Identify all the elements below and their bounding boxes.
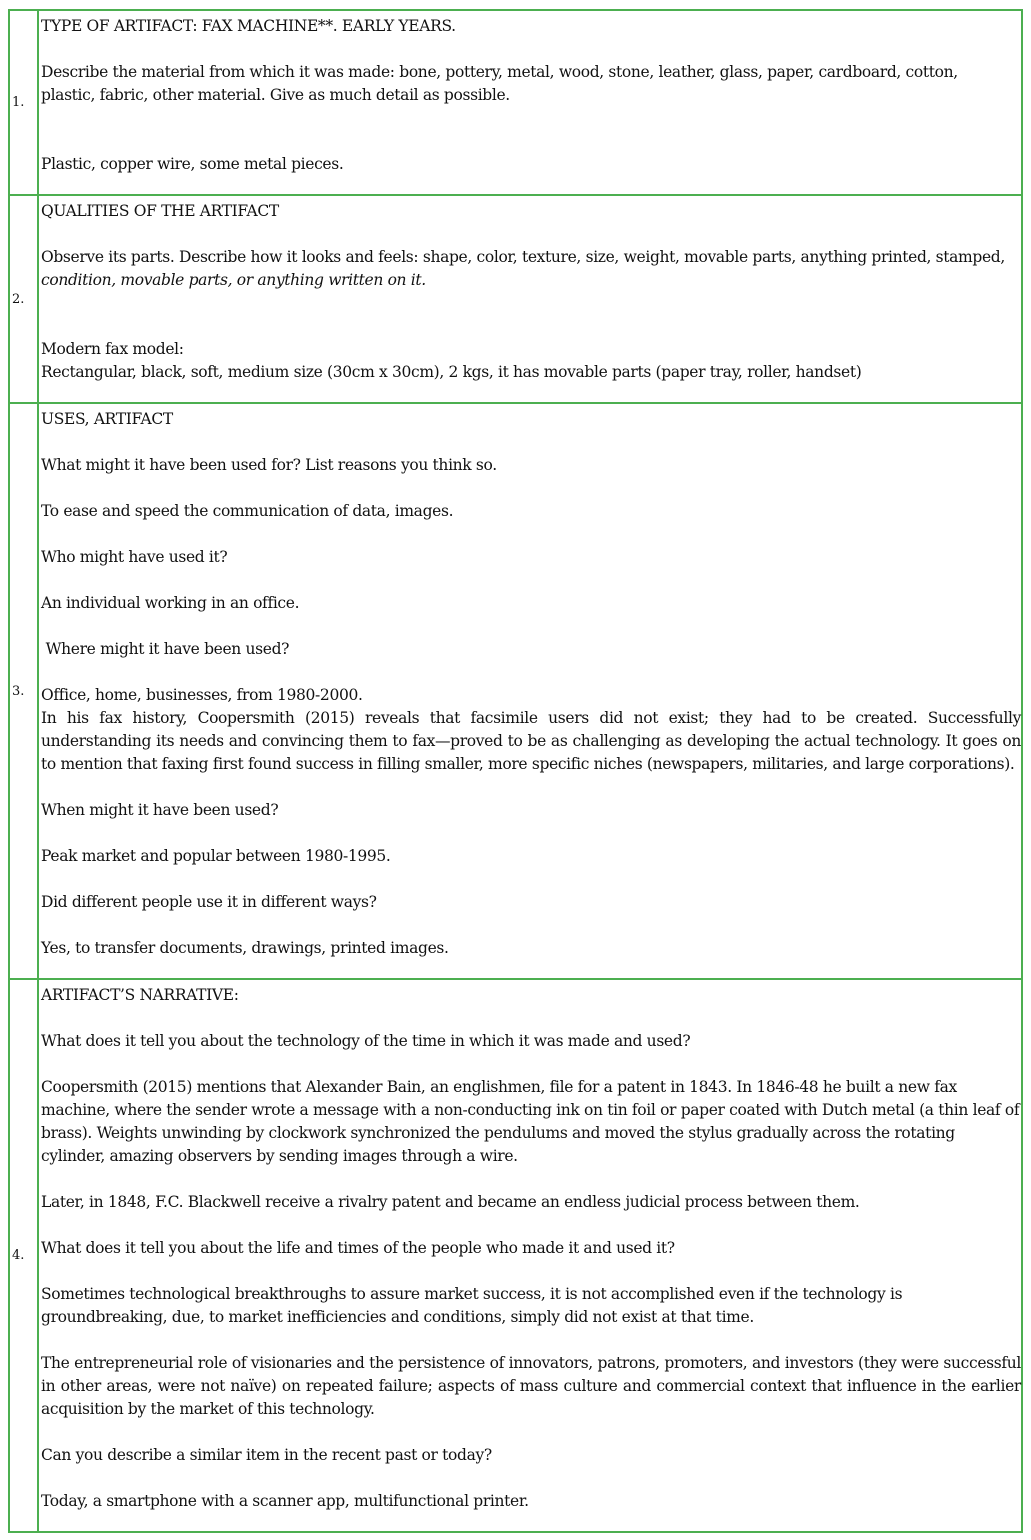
section-heading: QUALITIES OF THE ARTIFACT [41,202,279,220]
prompt-text: plastic, fabric, other material. Give as much detail as possible. [41,86,510,104]
section-heading: USES, ARTIFACT [41,410,173,428]
table-row-4 [9,979,1022,1532]
row-number: 1. [9,10,38,195]
answer-paragraph: Coopersmith (2015) mentions that Alexander Bain, an englishmen, file for a patent in 1843. In 1846-48 he built a new fax machine, where the sender wrote a message with a non-conducting ink on tin foil or paper coated with Dutch metal (a thin leaf of brass). Weights unwinding by clockwork synchronized the pendulums and moved the stylus gradually across the rotating cylinder, amazing observers by sending images through a wire. [41,1078,1024,1165]
row-content [38,979,1026,1532]
row-number: 4. [9,979,38,1532]
answer-paragraph: In his fax history, Coopersmith (2015) reveals that facsimile users did not exist; they had to be created. Successfully understanding its needs and convincing them to fax—proved to be as challenging as developing the actual technology. It goes on to mention that faxing first found success in filling smaller, more specific niches (newspapers, militaries, and large corporations). [41,709,1026,773]
table-row-1 [9,10,1022,195]
answer-text: Rectangular, black, soft, medium size (30cm x 30cm), 2 kgs, it has movable parts (paper tray, roller, handset) [41,363,862,381]
answer-text: Modern fax model: [41,340,184,358]
question-text: What does it tell you about the life and times of the people who made it and used it? [41,1239,675,1257]
answer-text: To ease and speed the communication of data, images. [41,502,454,520]
row-content [38,195,1022,403]
row-number: 3. [9,403,38,979]
answer-paragraph: Sometimes technological breakthroughs to assure market success, it is not accomplished even if the technology is groundbreaking, due, to market inefficiencies and conditions, simply did not exist at that time. [41,1285,907,1326]
table-row-3 [9,403,1022,979]
section-heading: ARTIFACT’S NARRATIVE: [41,986,239,1004]
answer-text: Plastic, copper wire, some metal pieces. [41,155,344,173]
row-content [38,10,1022,195]
question-text: Can you describe a similar item in the recent past or today? [41,1446,492,1464]
row-content [38,403,1026,979]
answer-text: Later, in 1848, F.C. Blackwell receive a rivalry patent and became an endless judicial process between them. [41,1193,860,1211]
question-text: What might it have been used for? List reasons you think so. [41,456,497,474]
answer-text: Today, a smartphone with a scanner app, multifunctional printer. [41,1492,529,1510]
artifact-analysis-table [8,9,1026,1533]
answer-text: An individual working in an office. [41,594,300,612]
prompt-text: Describe the material from which it was made: bone, pottery, metal, wood, stone, leather, glass, paper, cardboard, cotton, [41,63,958,81]
row-number: 2. [9,195,38,403]
question-text: What does it tell you about the technology of the time in which it was made and used? [41,1032,691,1050]
answer-text: Yes, to transfer documents, drawings, printed images. [41,939,449,957]
table-row-2 [9,195,1022,403]
question-text: When might it have been used? [41,801,279,819]
answer-text: Peak market and popular between 1980-1995. [41,847,391,865]
answer-text: Office, home, businesses, from 1980-2000. [41,686,363,704]
prompt-text-italic: condition, movable parts, or anything written on it. [41,271,426,289]
prompt-text: Observe its parts. Describe how it looks and feels: shape, color, texture, size, weight, movable parts, anything printed, stamped, [41,248,1005,266]
answer-paragraph: The entrepreneurial role of visionaries and the persistence of innovators, patrons, promoters, and investors (they were successful in other areas, were not naïve) on repeated failure; aspects of mass culture and commercial context that influence in the earlier acquisition by the market of this technology. [41,1354,1026,1418]
question-text: Who might have used it? [41,548,228,566]
question-text: Where might it have been used? [41,640,290,658]
question-text: Did different people use it in different ways? [41,893,377,911]
section-heading: TYPE OF ARTIFACT: FAX MACHINE**. EARLY YEARS. [41,17,456,35]
